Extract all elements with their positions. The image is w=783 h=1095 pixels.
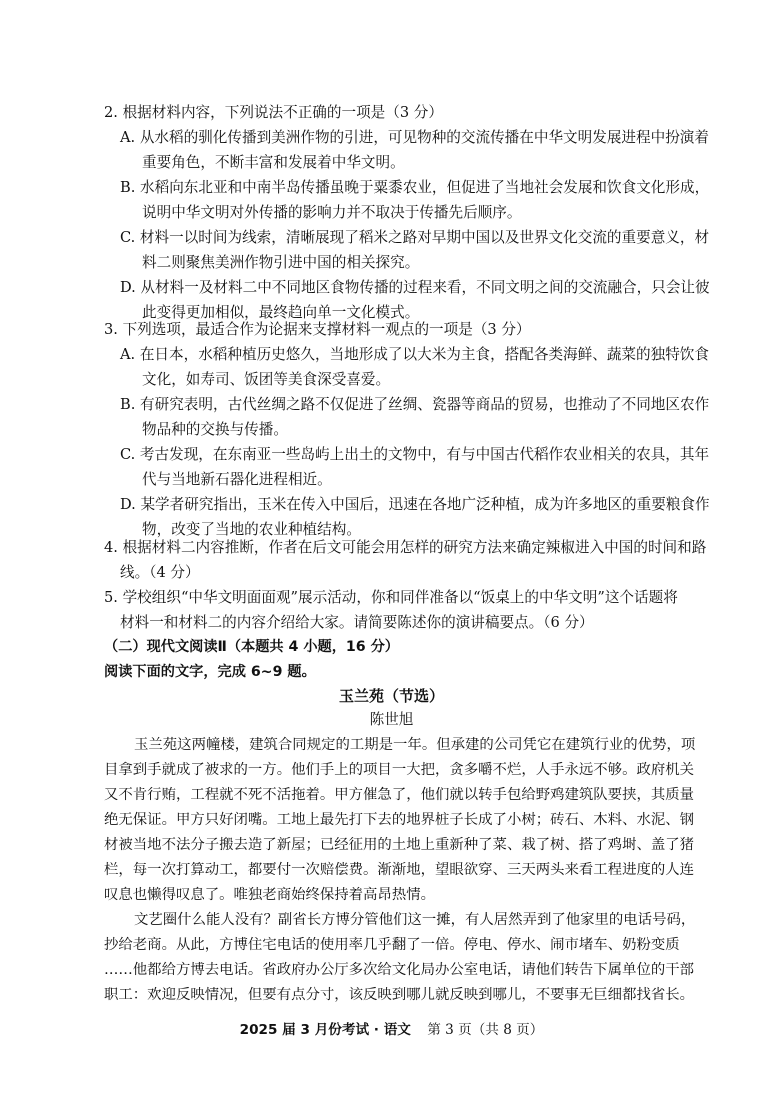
q2-option-d: D. 从材料一及材料二中不同地区食物传播的过程来看，不同文明之间的交流融合，只会让彼 此变得更加相似，最终趋向单一文化模式。 [120, 279, 710, 321]
q3-option-a: A. 在日本，水稻种植历史悠久，当地形成了以大米为主食，搭配各类海鲜、蔬菜的独特饮食 文化，如寿司、饭团等美食深受喜爱。 [120, 346, 709, 388]
question-3-stem: 3. 下列选项，最适合作为论据来支撑材料一观点的一项是（3 分） [104, 321, 531, 338]
page-footer [0, 1020, 783, 1040]
question-2-stem: 2. 根据材料内容，下列说法不正确的一项是（3 分） [104, 104, 443, 121]
article-paragraph-1: 玉兰苑这两幢楼，建筑合同规定的工期是一年。但承建的公司凭它在建筑行业的优势，项 目拿到手就成了被求的一方。他们手上的项目一大把，贪多嚼不烂，人手永远不够。政府机关 又不肯行贿，工程就不死不活拖着。甲方催急了，他们就以转手包给野鸡建筑队要挟，其质量 绝无保证。甲方只好闭嘴。工地上最先打下去的地界桩子长成了小树；砖石、木料、水泥、钢 材被当地不法分子搬去造了新屋；已经征用的土地上重新种了菜、栽了树、搭了鸡埘、盖了猪 栏，每一次打算动工，都要付一次赔偿费。渐渐地，望眼欲穿、三天两头来看工程进度的人连 叹息也懒得叹息了。唯独老商始终保持着高昂热情。 [104, 737, 696, 903]
q3-option-d: D. 某学者研究指出，玉米在传入中国后，迅速在各地广泛种植，成为许多地区的重要粮食作 物，改变了当地的农业种植结构。 [120, 496, 710, 538]
question-4: 4. 根据材料二内容推断，作者在后文可能会用怎样的研究方法来确定辣椒进入中国的时间和路 线。（4 分） [104, 539, 707, 581]
q2-option-c: C. 材料一以时间为线索，清晰展现了稻米之路对早期中国以及世界文化交流的重要意义，材 料二则聚焦美洲作物引进中国的相关探究。 [120, 229, 710, 271]
q2-option-b: B. 水稻向东北亚和中南半岛传播虽晚于粟黍农业，但促进了当地社会发展和饮食文化形成， 说明中华文明对外传播的影响力并不取决于传播先后顺序。 [120, 179, 710, 221]
page-number: 第 3 页（共 8 页） [427, 1022, 544, 1038]
q3-option-c: C. 考古发现，在东南亚一些岛屿上出土的文物中，有与中国古代稻作农业相关的农具，其年 代与当地新石器化进程相近。 [120, 446, 710, 488]
exam-name: 2025 届 3 月份考试 · 语文 [239, 1022, 411, 1038]
question-2-options [120, 125, 750, 325]
article-paragraph-2: 文艺圈什么能人没有？副省长方博分管他们这一摊，有人居然弄到了他家里的电话号码， 抄给老商。从此，方博住宅电话的使用率几乎翻了一倍。停电、停水、闹市堵车、奶粉变质 ……他都给方博去电话。省政府办公厅多次给文化局办公室电话，请他们转告下属单位的干部 职工：欢迎反映情况，但要有点分寸，该反映到哪儿就反映到哪儿，不要事无巨细都找省长。 [104, 912, 696, 1003]
section-heading: （二）现代文阅读Ⅱ（本题共 4 小题，16 分） [104, 639, 399, 655]
question-2 [104, 100, 744, 125]
q2-option-a: A. 从水稻的驯化传播到美洲作物的引进，可见物种的交流传播在中华文明发展进程中扮演着 重要角色，不断丰富和发展着中华文明。 [120, 129, 709, 171]
article-author: 陈世旭 [369, 711, 414, 728]
question-3 [104, 317, 744, 342]
q3-option-b: B. 有研究表明，古代丝绸之路不仅促进了丝绸、瓷器等商品的贸易，也推动了不同地区农作 物品种的交换与传播。 [120, 396, 710, 438]
reading-instruction: 阅读下面的文字，完成 6~9 题。 [104, 664, 316, 680]
article-title: 玉兰苑（节选） [338, 687, 444, 705]
question-5: 5. 学校组织“中华文明面面观”展示活动，你和同伴准备以“饭桌上的中华文明”这个话题将 材料一和材料二的内容介绍给大家。请简要陈述你的演讲稿要点。（6 分） [104, 589, 678, 631]
question-3-options [120, 342, 750, 542]
